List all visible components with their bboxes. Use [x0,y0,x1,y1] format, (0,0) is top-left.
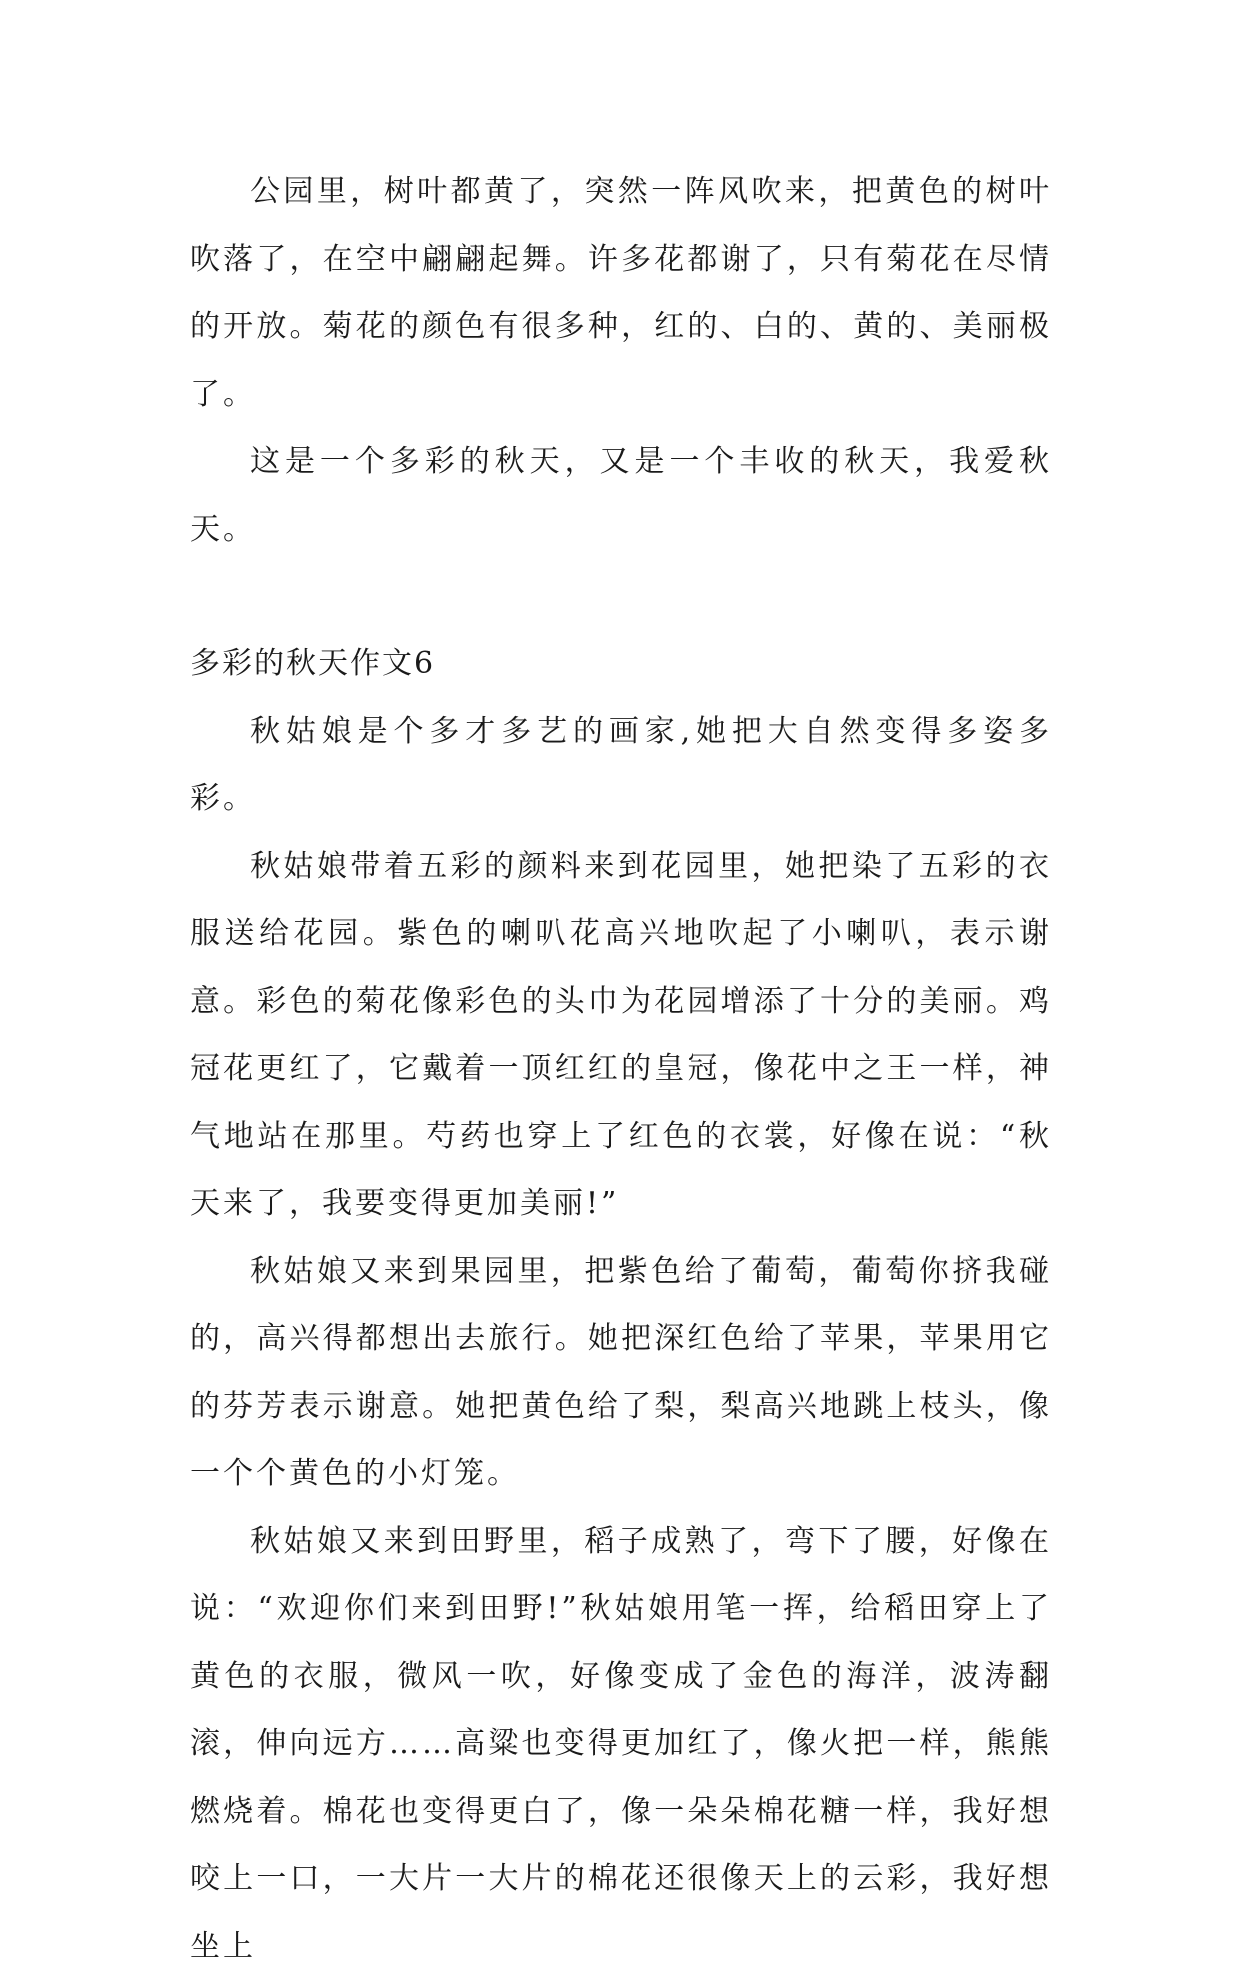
paragraph-love-autumn: 这是一个多彩的秋天，又是一个丰收的秋天，我爱秋天。 [190,428,1052,563]
document-body [190,158,1052,1980]
paragraph-painter: 秋姑娘是个多才多艺的画家,她把大自然变得多姿多彩。 [190,698,1052,833]
paragraph-orchard: 秋姑娘又来到果园里，把紫色给了葡萄，葡萄你挤我碰的，高兴得都想出去旅行。她把深红色给了苹果，苹果用它的芬芳表示谢意。她把黄色给了梨，梨高兴地跳上枝头，像一个个黄色的小灯笼。 [190,1238,1052,1508]
section-spacer [190,563,1052,630]
paragraph-garden: 秋姑娘带着五彩的颜料来到花园里，她把染了五彩的衣服送给花园。紫色的喇叭花高兴地吹起了小喇叭，表示谢意。彩色的菊花像彩色的头巾为花园增添了十分的美丽。鸡冠花更红了，它戴着一顶红红的皇冠，像花中之王一样，神气地站在那里。芍药也穿上了红色的衣裳，好像在说：“秋天来了，我要变得更加美丽!” [190,833,1052,1238]
section-title: 多彩的秋天作文6 [190,630,1052,698]
paragraph-park: 公园里，树叶都黄了，突然一阵风吹来，把黄色的树叶吹落了，在空中翩翩起舞。许多花都谢了，只有菊花在尽情的开放。菊花的颜色有很多种，红的、白的、黄的、美丽极了。 [190,158,1052,428]
paragraph-fields: 秋姑娘又来到田野里，稻子成熟了，弯下了腰，好像在说：“欢迎你们来到田野!”秋姑娘用笔一挥，给稻田穿上了黄色的衣服，微风一吹，好像变成了金色的海洋，波涛翻滚，伸向远方……高粱也变得更加红了，像火把一样，熊熊燃烧着。棉花也变得更白了，像一朵朵棉花糖一样，我好想咬上一口，一大片一大片的棉花还很像天上的云彩，我好想坐上 [190,1508,1052,1980]
